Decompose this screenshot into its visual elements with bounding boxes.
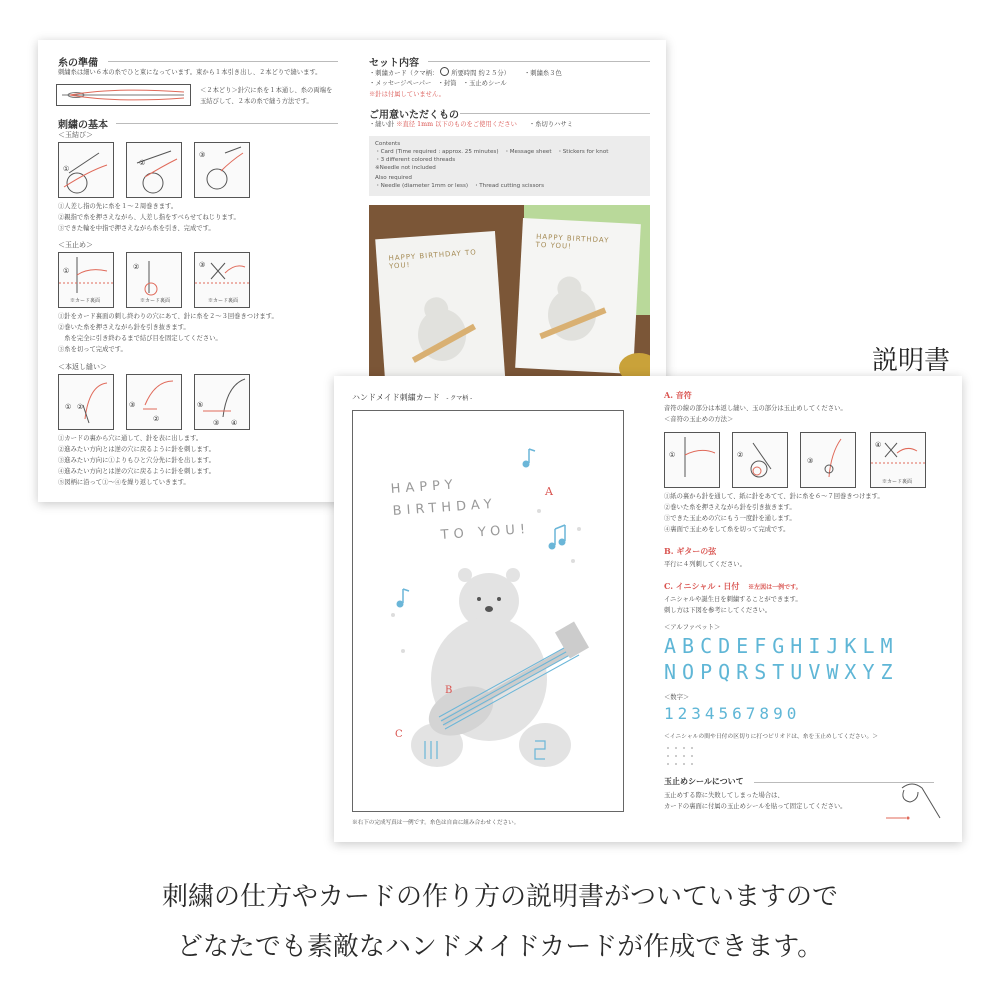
section-c-title: [664, 581, 802, 592]
knot-step-3: ③できた輪を中指で押さえながら糸を引き、完成です。: [58, 225, 215, 232]
backstitch-step-3-figure: [194, 374, 250, 430]
tie-step-1: ①針をカード裏面の刺し終わりの穴にあて、針に糸を２〜３回巻きつけます。: [58, 313, 278, 320]
tie-note-2: ※カード裏面: [140, 298, 171, 304]
knot-step-1: ①人差し指の先に糸を１〜２周巻きます。: [58, 203, 178, 210]
tie-step-2: ②巻いた糸を押さえながら針を引き抜きます。: [58, 324, 190, 331]
alphabet-row-2: NOPQRSTUVWXYZ: [664, 660, 899, 684]
section-a-title: A. 音符: [664, 390, 692, 400]
need-needle: ・縫い針: [369, 121, 395, 128]
tie-title: ＜玉止め＞: [58, 241, 93, 249]
set-line-2: ・メッセージペーパー ・封筒 ・玉止めシール: [369, 80, 507, 87]
en-line-2: ・3 different colored threads: [375, 157, 456, 163]
basics-title: 刺繍の基本: [58, 120, 108, 131]
need-scissors: ・糸切りハサミ: [528, 121, 573, 128]
tie-note-3: ※カード裏面: [208, 298, 239, 304]
bear-guitar-pattern: [353, 411, 623, 811]
front-subtitle: - クマ柄 -: [446, 395, 473, 402]
number-row: 1234567890: [664, 704, 801, 723]
prep-title: 糸の準備: [58, 58, 98, 69]
backstitch-step-2: ②進みたい方向とは逆の穴に戻るように針を刺します。: [58, 446, 215, 453]
seal-title: 玉止めシールについて: [664, 776, 744, 786]
marker-a: A: [545, 485, 553, 498]
front-instruction-sheet: [334, 376, 962, 842]
prep-line-2: ＜２本どり＞針穴に糸を１本通し、糸の両端を: [200, 87, 333, 94]
section-b-title: B. ギターの弦: [664, 546, 717, 556]
backstitch-step-4: ④進みたい方向とは逆の穴に戻るように針を刺します。: [58, 468, 215, 475]
set-thread: ・刺繍糸３色: [523, 70, 562, 77]
svg-text:①: ①: [65, 403, 72, 411]
section-b-line: 平行に４列刺してください。: [664, 561, 746, 568]
set-title: セット内容: [369, 58, 419, 69]
section-a-line: 音符の線の部分は本返し縫い、玉の部分は玉止めしてください。: [664, 405, 847, 412]
section-a-step-2: ②巻いた糸を押さえながら針を引き抜きます。: [664, 504, 796, 511]
front-title-block: [352, 392, 472, 403]
alphabet-row-1: ABCDEFGHIJKLM: [664, 634, 899, 658]
alphabet-label: ＜アルファベット＞: [664, 624, 721, 631]
need-title: ご用意いただくもの: [369, 110, 459, 121]
set-note: ※針は付属していません。: [369, 91, 445, 98]
section-c-line-1: イニシャルや誕生日を刺繍することができます。: [664, 596, 802, 603]
svg-text:②: ②: [737, 451, 744, 459]
seal-line-1: 玉止めする際に失敗してしまった場合は、: [664, 792, 784, 799]
manual-label: 説明書: [872, 346, 951, 376]
en-contents: Contents: [375, 141, 401, 147]
section-c-note: ※左図は一例です。: [748, 584, 802, 591]
caption-line-1: 刺繍の仕方やカードの作り方の説明書がついていますので: [161, 882, 838, 912]
svg-text:③: ③: [199, 261, 206, 269]
backstitch-step-5: ⑤図柄に沿って①〜④を繰り返していきます。: [58, 479, 190, 486]
svg-text:③: ③: [807, 457, 814, 465]
caption-line-2: どなたでも素敵なハンドメイドカードが作成できます。: [176, 932, 824, 962]
card-text-to-you: TO YOU!: [440, 521, 531, 543]
backstitch-step-1-figure: [58, 374, 114, 430]
photo-card-1: [375, 231, 507, 378]
clock-icon: [440, 67, 449, 76]
tie-step-2b: 糸を完全に引き終わるまで結び目を固定してください。: [58, 335, 222, 342]
thread-spools: [619, 353, 650, 378]
svg-text:①: ①: [63, 165, 70, 173]
note-tie-step-3-figure: [800, 432, 856, 488]
knot-title: ＜玉結び＞: [58, 131, 93, 139]
backstitch-step-1: ①カードの裏から穴に通して、針を表に出します。: [58, 435, 203, 442]
tie-note-1: ※カード裏面: [70, 298, 101, 304]
svg-text:③: ③: [129, 401, 136, 409]
en-also: Also required: [375, 175, 412, 181]
note-tie-step-2-figure: [732, 432, 788, 488]
card-text-happy: HAPPY: [390, 477, 459, 497]
card-pattern: [352, 410, 624, 812]
svg-text:④: ④: [875, 441, 882, 449]
knot-step-2: ②親指で糸を押さえながら、人差し指をすべらせてねじります。: [58, 214, 240, 221]
knot-step-1-figure: [58, 142, 114, 198]
seal-line-2: カードの裏面に付属の玉止めシールを貼って固定してください。: [664, 803, 847, 810]
backstitch-step-3: ③進みたい方向に①よりもひと穴分先に針を出します。: [58, 457, 215, 464]
need-needle-note: ※直径 1mm 以下のものをご使用ください: [396, 121, 517, 128]
svg-text:②: ②: [133, 263, 140, 271]
section-a-sub: ＜音符の玉止めの方法＞: [664, 416, 734, 423]
svg-text:④: ④: [231, 419, 238, 427]
card-text-birthday: BIRTHDAY: [392, 496, 498, 519]
svg-text:②: ②: [77, 403, 84, 411]
svg-text:③: ③: [213, 419, 220, 427]
en-line-3: ※Needle not included: [375, 165, 436, 171]
number-label: ＜数字＞: [664, 694, 690, 701]
photo-card-2-text: HAPPY BIRTHDAY TO YOU!: [535, 232, 610, 251]
svg-text:②: ②: [153, 415, 160, 423]
hand-applying-seal-icon: [882, 778, 946, 828]
prep-line-3: 玉結びして、２本の糸で縫う方法です。: [200, 98, 313, 105]
section-a-step-3: ③できた玉止めの穴にもう一度針を通します。: [664, 515, 796, 522]
need-line: [369, 119, 573, 130]
svg-text:①: ①: [669, 451, 676, 459]
front-footnote: ※右下の完成写真は一例です。糸色は自由に組み合わせください。: [352, 820, 520, 826]
note-tie-box-note: ※カード裏面: [882, 479, 913, 485]
separator-note: ＜イニシャルの間や日付の区切りに打つピリオドは、糸を玉止めしてください。＞: [664, 734, 879, 740]
en-line-4: ・Needle (diameter 1mm or less) ・Thread cutting scissors: [375, 183, 545, 189]
section-c-title-text: C. イニシャル・日付: [664, 581, 740, 591]
tie-step-3: ③糸を切って完成です。: [58, 346, 127, 353]
photo-card-1-text: HAPPY BIRTHDAY TO YOU!: [388, 248, 478, 271]
marker-b: B: [445, 685, 453, 696]
svg-text:③: ③: [199, 151, 206, 159]
en-line-1: ・Card (Time required : approx. 25 minutes) ・Message sheet ・Stickers for knot: [375, 149, 609, 155]
svg-text:②: ②: [139, 159, 146, 167]
marker-c: C: [395, 729, 403, 740]
backstitch-title: ＜本返し縫い＞: [58, 363, 107, 371]
section-c-line-2: 刺し方は下図を参考にしてください。: [664, 607, 772, 614]
finished-cards-photo: [369, 205, 650, 378]
set-card-label: ・刺繍カード（クマ柄：: [369, 70, 439, 77]
svg-text:①: ①: [63, 267, 70, 275]
section-a-step-1: ①紙の裏から針を通して、紙に針をあてて、針に糸を６〜７回巻きつけます。: [664, 493, 884, 500]
backstitch-step-2-figure: [126, 374, 182, 430]
set-time: 所要時間 約２５分）: [451, 70, 510, 77]
front-title: ハンドメイド刺繍カード: [352, 393, 440, 402]
section-a-step-4: ④裏面で玉止めをして糸を切って完成です。: [664, 526, 790, 533]
svg-text:⑤: ⑤: [197, 401, 204, 409]
english-contents-box: [369, 136, 650, 196]
prep-line-1: 刺繍糸は細い６本の糸でひと束になっています。束から１本引き出し、２本どりで縫います。: [58, 69, 322, 76]
knot-step-3-figure: [194, 142, 250, 198]
period-dot-grid: [664, 744, 704, 768]
needle-illustration: [56, 84, 191, 106]
photo-card-2: [515, 218, 641, 374]
note-tie-step-1-figure: [664, 432, 720, 488]
knot-step-2-figure: [126, 142, 182, 198]
